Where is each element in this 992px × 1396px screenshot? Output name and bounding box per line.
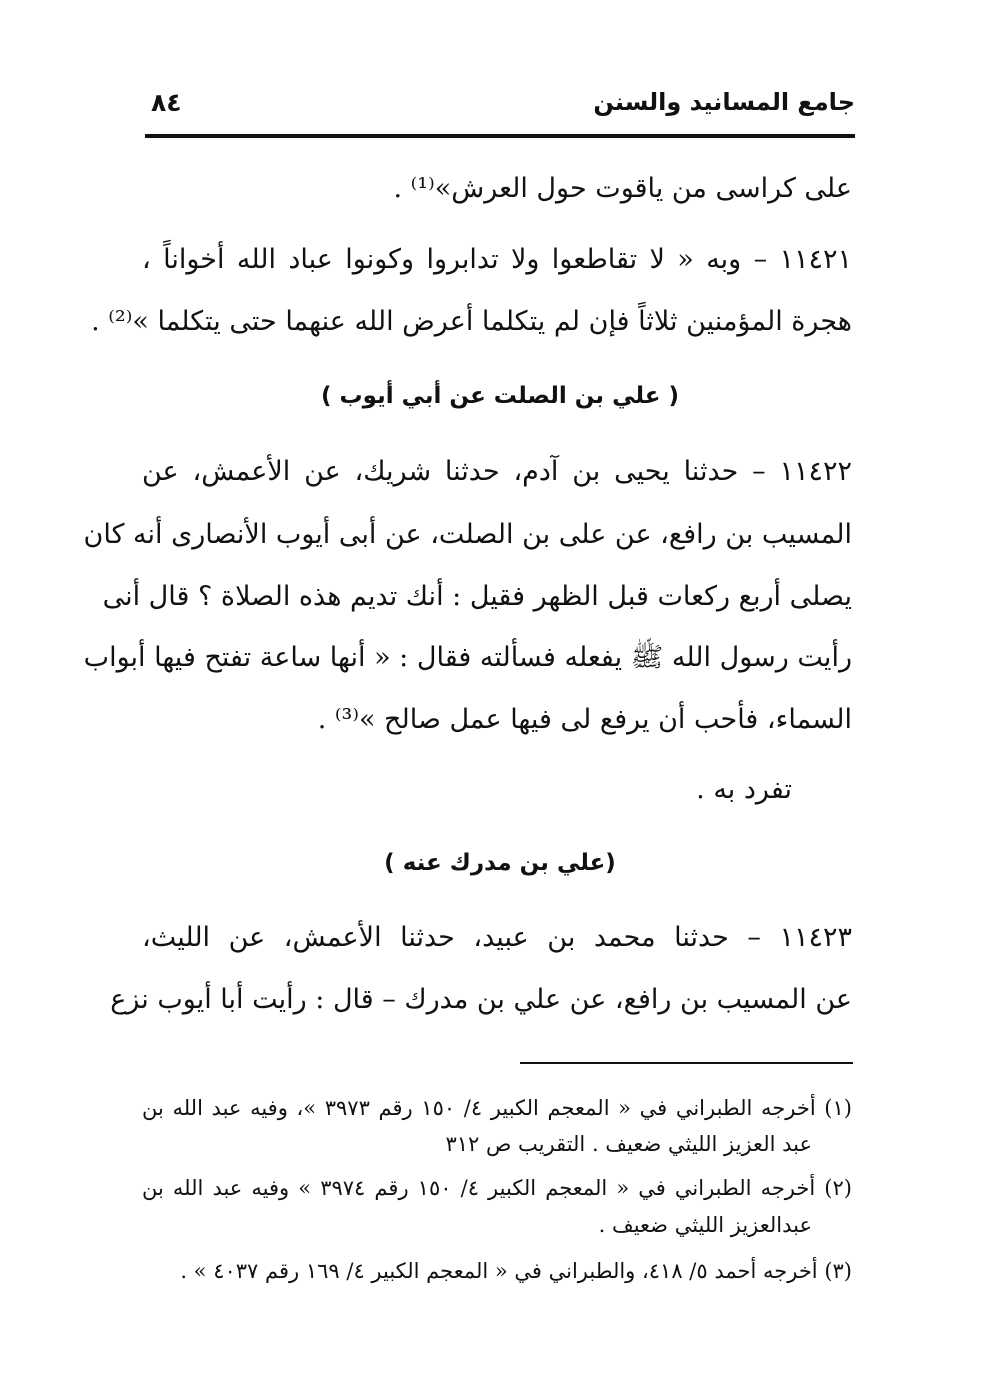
footnote-1: (١) أخرجه الطبراني في « المعجم الكبير ٤/ ١٥٠ رقم ٣٩٧٣ »، وفيه عبد الله بن — [142, 1096, 852, 1120]
footnote-rule — [520, 1062, 853, 1064]
text-line: يصلى أربع ركعات قبل الظهر فقيل : أنك تديم هذه الصلاة ؟ قال أنى — [102, 581, 852, 612]
running-header — [145, 88, 855, 128]
section-heading: (علي بن مدرك عنه ) — [384, 850, 616, 876]
page-number: ٨٤ — [151, 88, 182, 117]
section-heading: ( علي بن الصلت عن أبي أيوب ) — [321, 383, 679, 409]
text-line: المسيب بن رافع، عن على بن الصلت، عن أبى أيوب الأنصارى أنه كان — [83, 519, 852, 550]
text-line: تفرد به . — [696, 774, 792, 805]
footnote-2-continued: عبدالعزيز الليثي ضعيف . — [598, 1213, 812, 1237]
text-line: رأيت رسول الله ﷺ يفعله فسألته فقال : « أنها ساعة تفتح فيها أبواب — [83, 642, 852, 673]
hadith-11422-line: ١١٤٢٢ – حدثنا يحيى بن آدم، حدثنا شريك، عن الأعمش، عن — [142, 456, 852, 487]
text-line: السماء، فأحب أن يرفع لى فيها عمل صالح »⁽³⁾ . — [317, 704, 852, 735]
text-line: عن المسيب بن رافع، عن علي بن مدرك – قال : رأيت أبا أيوب نزع — [110, 984, 852, 1015]
footnote-3: (٣) أخرجه أحمد ٥/ ٤١٨، والطبراني في « المعجم الكبير ٤/ ١٦٩ رقم ٤٠٣٧ » . — [180, 1259, 852, 1283]
text-line: هجرة المؤمنين ثلاثاً فإن لم يتكلما أعرض الله عنهما حتى يتكلما »⁽²⁾ . — [91, 306, 852, 337]
footnote-2: (٢) أخرجه الطبراني في « المعجم الكبير ٤/ ١٥٠ رقم ٣٩٧٤ » وفيه عبد الله بن — [142, 1176, 852, 1200]
hadith-11421-line: ١١٤٢١ – وبه « لا تقاطعوا ولا تدابروا وكونوا عباد الله أخواناً ، — [142, 244, 852, 275]
header-rule — [145, 134, 855, 138]
hadith-11423-line: ١١٤٢٣ – حدثنا محمد بن عبيد، حدثنا الأعمش، عن الليث، — [142, 922, 852, 953]
footnote-1-continued: عبد العزيز الليثي ضعيف . التقريب ص ٣١٢ — [445, 1132, 812, 1156]
book-title: جامع المسانيد والسنن — [593, 88, 855, 116]
text-line: على كراسى من ياقوت حول العرش»⁽¹⁾ . — [393, 173, 852, 204]
